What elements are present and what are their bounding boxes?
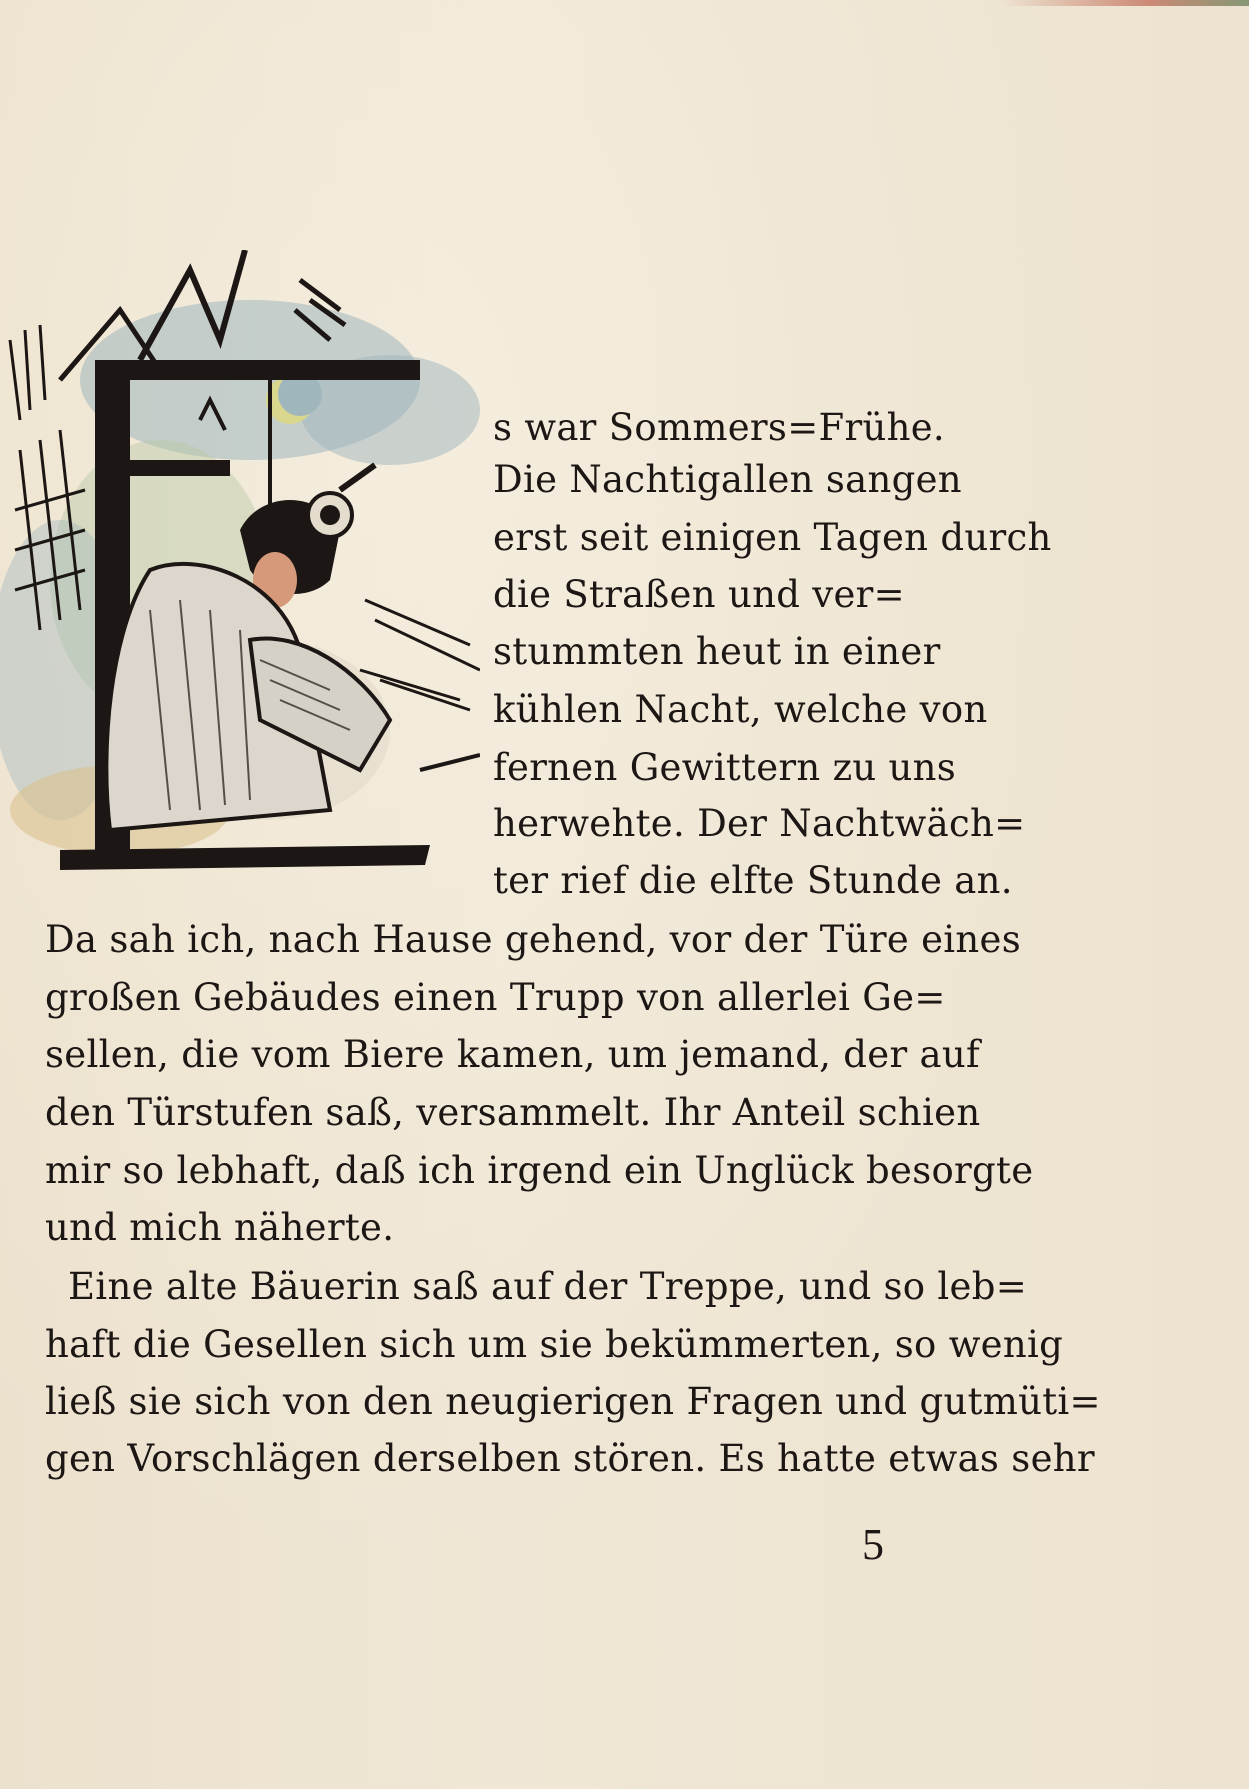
- text-line: [0, 1259, 1249, 1315]
- text-line-content: gen Vorschlägen derselben stören. Es hatte etwas sehr: [45, 1437, 1095, 1480]
- text-line: [0, 740, 1249, 796]
- text-line: [0, 452, 1249, 508]
- text-line: [0, 970, 1249, 1026]
- text-line: [0, 1374, 1249, 1430]
- text-line-content: Eine alte Bäuerin saß auf der Treppe, und so leb=: [68, 1265, 1028, 1308]
- text-line: [0, 1200, 1249, 1256]
- text-line-content: und mich näherte.: [45, 1206, 395, 1249]
- text-line: [0, 1085, 1249, 1141]
- text-line-content: kühlen Nacht, welche von: [493, 688, 988, 731]
- text-line-content: mir so lebhaft, daß ich irgend ein Unglück besorgte: [45, 1149, 1034, 1192]
- page-number: 5: [862, 1520, 884, 1569]
- text-line: [0, 912, 1249, 968]
- text-line: [0, 1317, 1249, 1373]
- text-line: [0, 567, 1249, 623]
- text-line-content: s war Sommers=Frühe.: [493, 406, 945, 449]
- text-line-content: ter rief die elfte Stunde an.: [493, 859, 1013, 902]
- text-line: [0, 1143, 1249, 1199]
- text-line-content: Da sah ich, nach Hause gehend, vor der Türe eines: [45, 918, 1022, 961]
- text-line: [0, 682, 1249, 738]
- text-line: [0, 624, 1249, 680]
- page-edge: [0, 0, 1249, 6]
- text-line-content: fernen Gewittern zu uns: [493, 746, 957, 789]
- text-line: [0, 510, 1249, 566]
- text-line-content: den Türstufen saß, versammelt. Ihr Anteil schien: [45, 1091, 981, 1134]
- text-line-content: stummten heut in einer: [493, 630, 941, 673]
- text-line-content: großen Gebäudes einen Trupp von allerlei Ge=: [45, 976, 946, 1019]
- text-line-content: haft die Gesellen sich um sie bekümmerten, so wenig: [45, 1323, 1064, 1366]
- text-line: [0, 1431, 1249, 1487]
- text-line: [0, 796, 1249, 852]
- text-line: [0, 1027, 1249, 1083]
- text-line-content: die Straßen und ver=: [493, 573, 905, 616]
- text-line-content: erst seit einigen Tagen durch: [493, 516, 1052, 559]
- text-line-content: herwehte. Der Nachtwäch=: [493, 802, 1026, 845]
- text-line: [0, 853, 1249, 909]
- text-line-content: sellen, die vom Biere kamen, um jemand, der auf: [45, 1033, 981, 1076]
- text-line-content: ließ sie sich von den neugierigen Fragen und gutmüti=: [45, 1380, 1101, 1423]
- text-line-content: Die Nachtigallen sangen: [493, 458, 962, 501]
- text-line: [0, 400, 1249, 456]
